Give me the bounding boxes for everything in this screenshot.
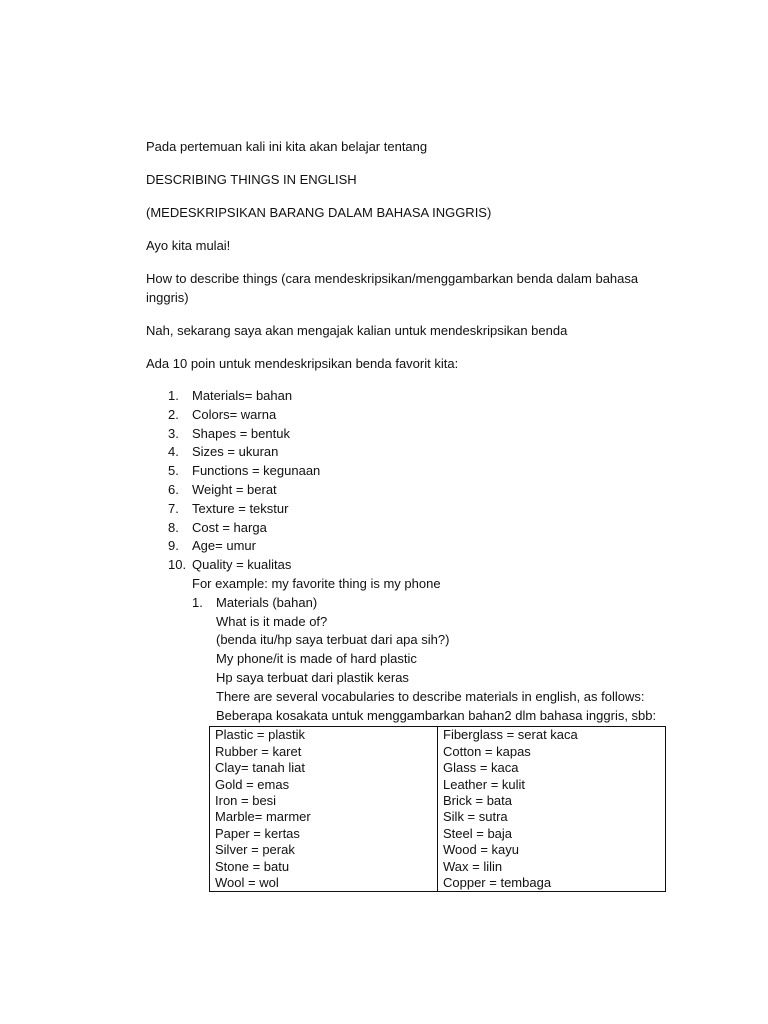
document-title: DESCRIBING THINGS IN ENGLISH	[146, 172, 357, 187]
list-number: 6.	[168, 481, 179, 497]
list-number: 1.	[168, 388, 179, 403]
vocab-entry: Fiberglass = serat kaca	[443, 727, 578, 743]
list-item	[146, 481, 686, 500]
vocab-entry: Steel = baja	[443, 825, 513, 841]
list-number: 7.	[168, 500, 179, 516]
explanation-line: There are several vocabularies to describe materials in english, as follows:	[216, 688, 645, 704]
vocab-entry: Copper = tembaga	[443, 875, 552, 890]
vocab-entry: Paper = kertas	[215, 825, 300, 841]
points-intro-line: Ada 10 poin untuk mendeskripsikan benda favorit kita:	[146, 356, 459, 371]
vocab-entry: Plastic = plastik	[215, 727, 305, 743]
list-item	[146, 462, 686, 481]
subitem-title: Materials (bahan)	[216, 594, 318, 610]
vocab-entry: Clay= tanah liat	[215, 760, 305, 776]
vocab-entry: Iron = besi	[215, 792, 277, 808]
explanation-line: Hp saya terbuat dari plastik keras	[216, 669, 409, 685]
list-text: Cost = harga	[192, 519, 267, 535]
vocab-entry: Wood = kayu	[443, 842, 520, 858]
explanation-line: My phone/it is made of hard plastic	[216, 651, 417, 667]
how-to-describe-line: How to describe things (cara mendeskripsikan/menggambarkan benda dalam bahasa inggris)	[146, 271, 639, 305]
example-intro: For example: my favorite thing is my phone	[192, 575, 441, 591]
explanation-line: What is it made of?	[216, 613, 328, 629]
list-text: Colors= warna	[192, 406, 277, 422]
list-number: 10.	[168, 557, 187, 573]
list-number: 4.	[168, 444, 179, 460]
vocab-entry: Rubber = karet	[215, 743, 302, 759]
vocab-entry: Brick = bata	[443, 792, 513, 808]
list-text: Quality = kualitas	[192, 557, 292, 573]
vocab-entry: Wax = lilin	[443, 858, 503, 874]
vocab-entry: Gold = emas	[215, 776, 290, 792]
list-item	[146, 406, 686, 425]
example-explanation	[146, 613, 686, 726]
list-text: Age= umur	[192, 538, 256, 554]
vocab-entry: Leather = kulit	[443, 776, 526, 792]
vocab-entry: Silk = sutra	[443, 809, 508, 825]
list-text: Functions = kegunaan	[192, 463, 321, 479]
vocab-entry: Wool = wol	[215, 875, 279, 890]
list-number: 3.	[168, 425, 179, 441]
list-text: Weight = berat	[192, 481, 277, 497]
list-item	[146, 556, 686, 575]
list-number: 2.	[168, 406, 179, 422]
start-line: Ayo kita mulai!	[146, 238, 231, 253]
list-item	[146, 425, 686, 444]
list-number: 9.	[168, 538, 179, 554]
list-text: Materials= bahan	[192, 388, 293, 403]
list-text: Shapes = bentuk	[192, 425, 290, 441]
intro-line: Pada pertemuan kali ini kita akan belajar tentang	[146, 139, 428, 154]
invite-line: Nah, sekarang saya akan mengajak kalian untuk mendeskripsikan benda	[146, 323, 568, 338]
list-item	[146, 443, 686, 462]
vocab-entry: Cotton = kapas	[443, 743, 531, 759]
document-page	[146, 137, 686, 892]
materials-vocabulary-table	[209, 726, 666, 892]
explanation-line: Beberapa kosakata untuk menggambarkan bahan2 dlm bahasa inggris, sbb:	[216, 707, 657, 723]
subitem-number: 1.	[192, 594, 203, 610]
list-item	[146, 519, 686, 538]
list-item	[146, 387, 686, 406]
list-number: 8.	[168, 519, 179, 535]
example-subitem	[146, 594, 686, 613]
document-subtitle: (MEDESKRIPSIKAN BARANG DALAM BAHASA INGGRIS)	[146, 205, 492, 220]
description-points-list	[146, 387, 686, 575]
list-text: Sizes = ukuran	[192, 444, 279, 460]
table-cell-right	[438, 727, 666, 892]
table-cell-left	[210, 727, 438, 892]
vocab-entry: Silver = perak	[215, 842, 295, 858]
vocab-entry: Marble= marmer	[215, 809, 311, 825]
list-item	[146, 537, 686, 556]
vocab-entry: Stone = batu	[215, 858, 290, 874]
table-row	[210, 727, 666, 892]
list-number: 5.	[168, 463, 179, 479]
explanation-line: (benda itu/hp saya terbuat dari apa sih?)	[216, 632, 450, 648]
list-item	[146, 500, 686, 519]
vocab-entry: Glass = kaca	[443, 760, 519, 776]
list-text: Texture = tekstur	[192, 500, 289, 516]
